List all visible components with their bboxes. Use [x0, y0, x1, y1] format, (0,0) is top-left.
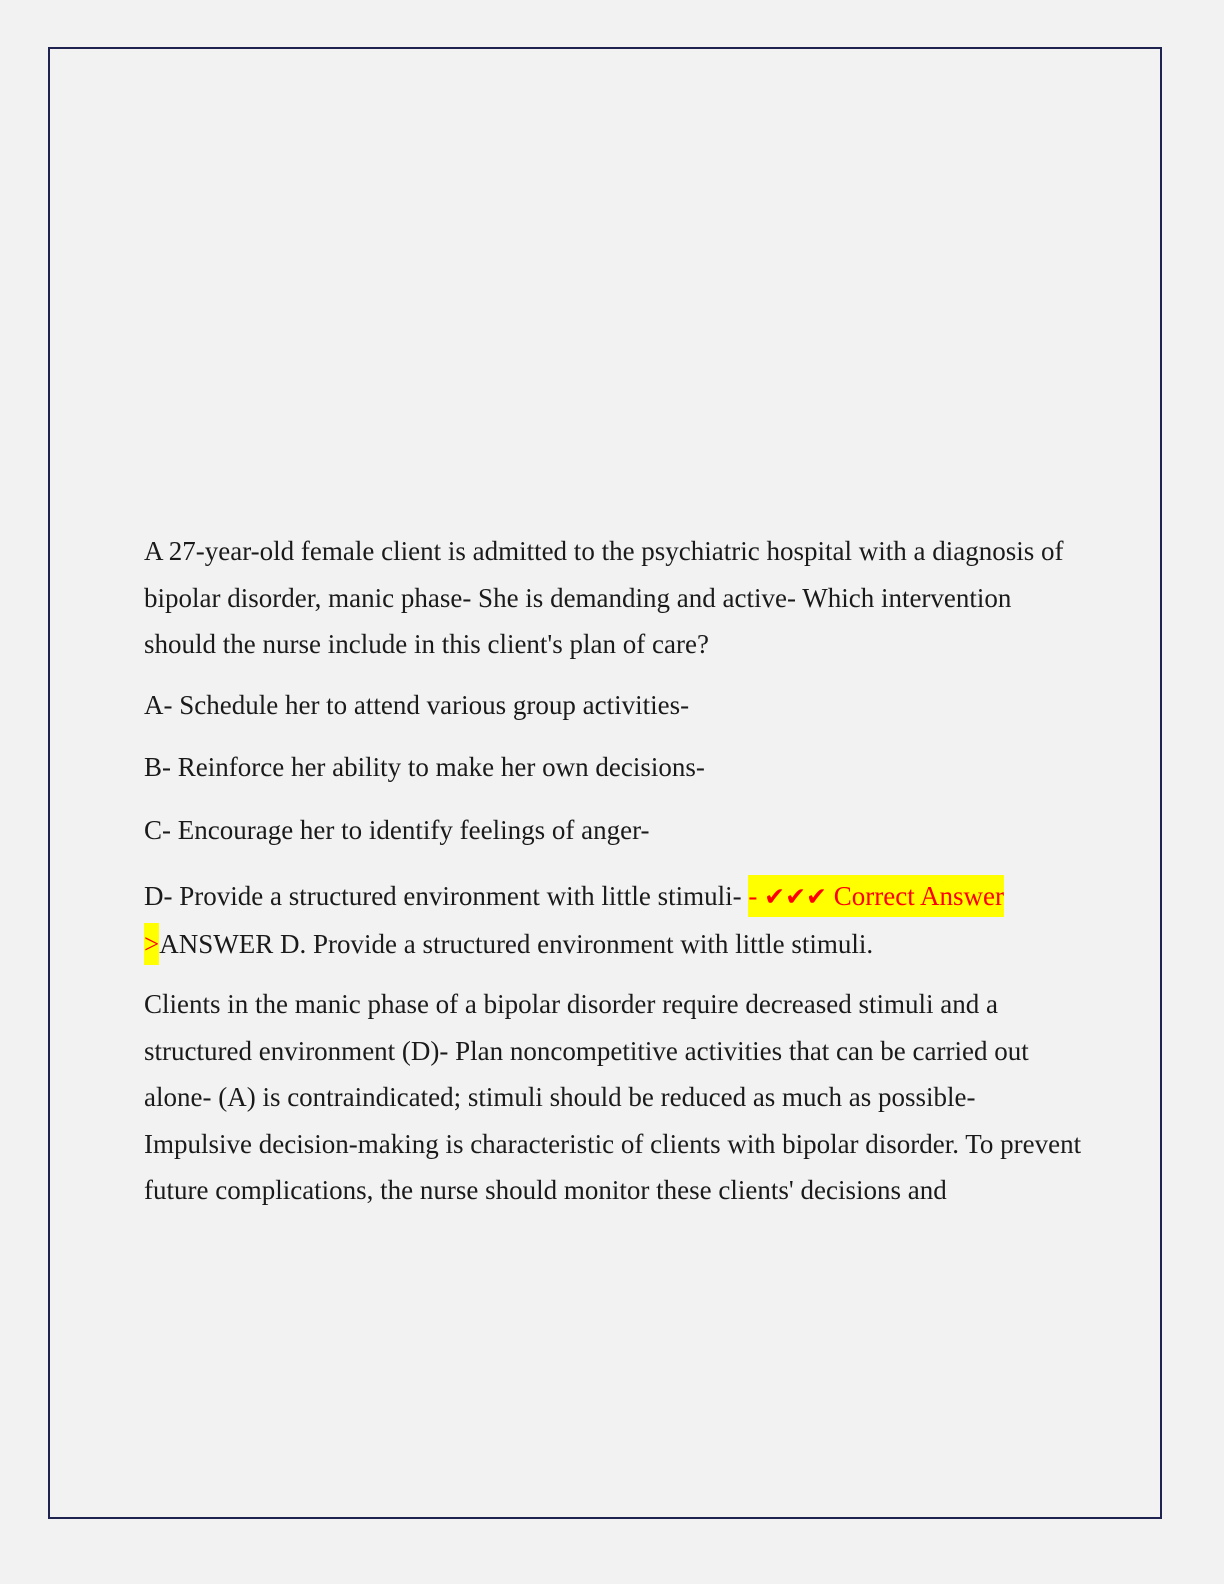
- rationale-text: Clients in the manic phase of a bipolar disorder require decreased stimuli and a structured environment (D)- Plan noncompetitive activities that can be carried out alone- (A) is contraindicated; stimuli should be reduced as much as possible- Impulsive decision-making is characteristic of clients with bipolar disorder. To prevent future complications, the nurse should monitor these clients' decisions and: [144, 989, 1082, 1205]
- option-d-with-answer: [144, 873, 1084, 967]
- answer-text: ANSWER D. Provide a structured environment with little stimuli.: [159, 928, 874, 959]
- marker-prefix: -: [748, 881, 758, 911]
- question-text: A 27-year-old female client is admitted to the psychiatric hospital with a diagnosis of bipolar disorder, manic phase- She is demanding and active- Which intervention should the nurse include in this client's plan of care?: [144, 536, 1064, 659]
- marker-label: Correct Answer >: [144, 881, 1004, 959]
- option-a: A- Schedule her to attend various group activities-: [144, 689, 690, 720]
- option-d: D- Provide a structured environment with little stimuli-: [144, 881, 742, 911]
- document-body: [144, 528, 1084, 1214]
- checkmark-icon: ✔✔✔: [764, 882, 827, 911]
- option-b: B- Reinforce her ability to make her own decisions-: [144, 752, 705, 782]
- option-c: C- Encourage her to identify feelings of anger-: [144, 814, 650, 845]
